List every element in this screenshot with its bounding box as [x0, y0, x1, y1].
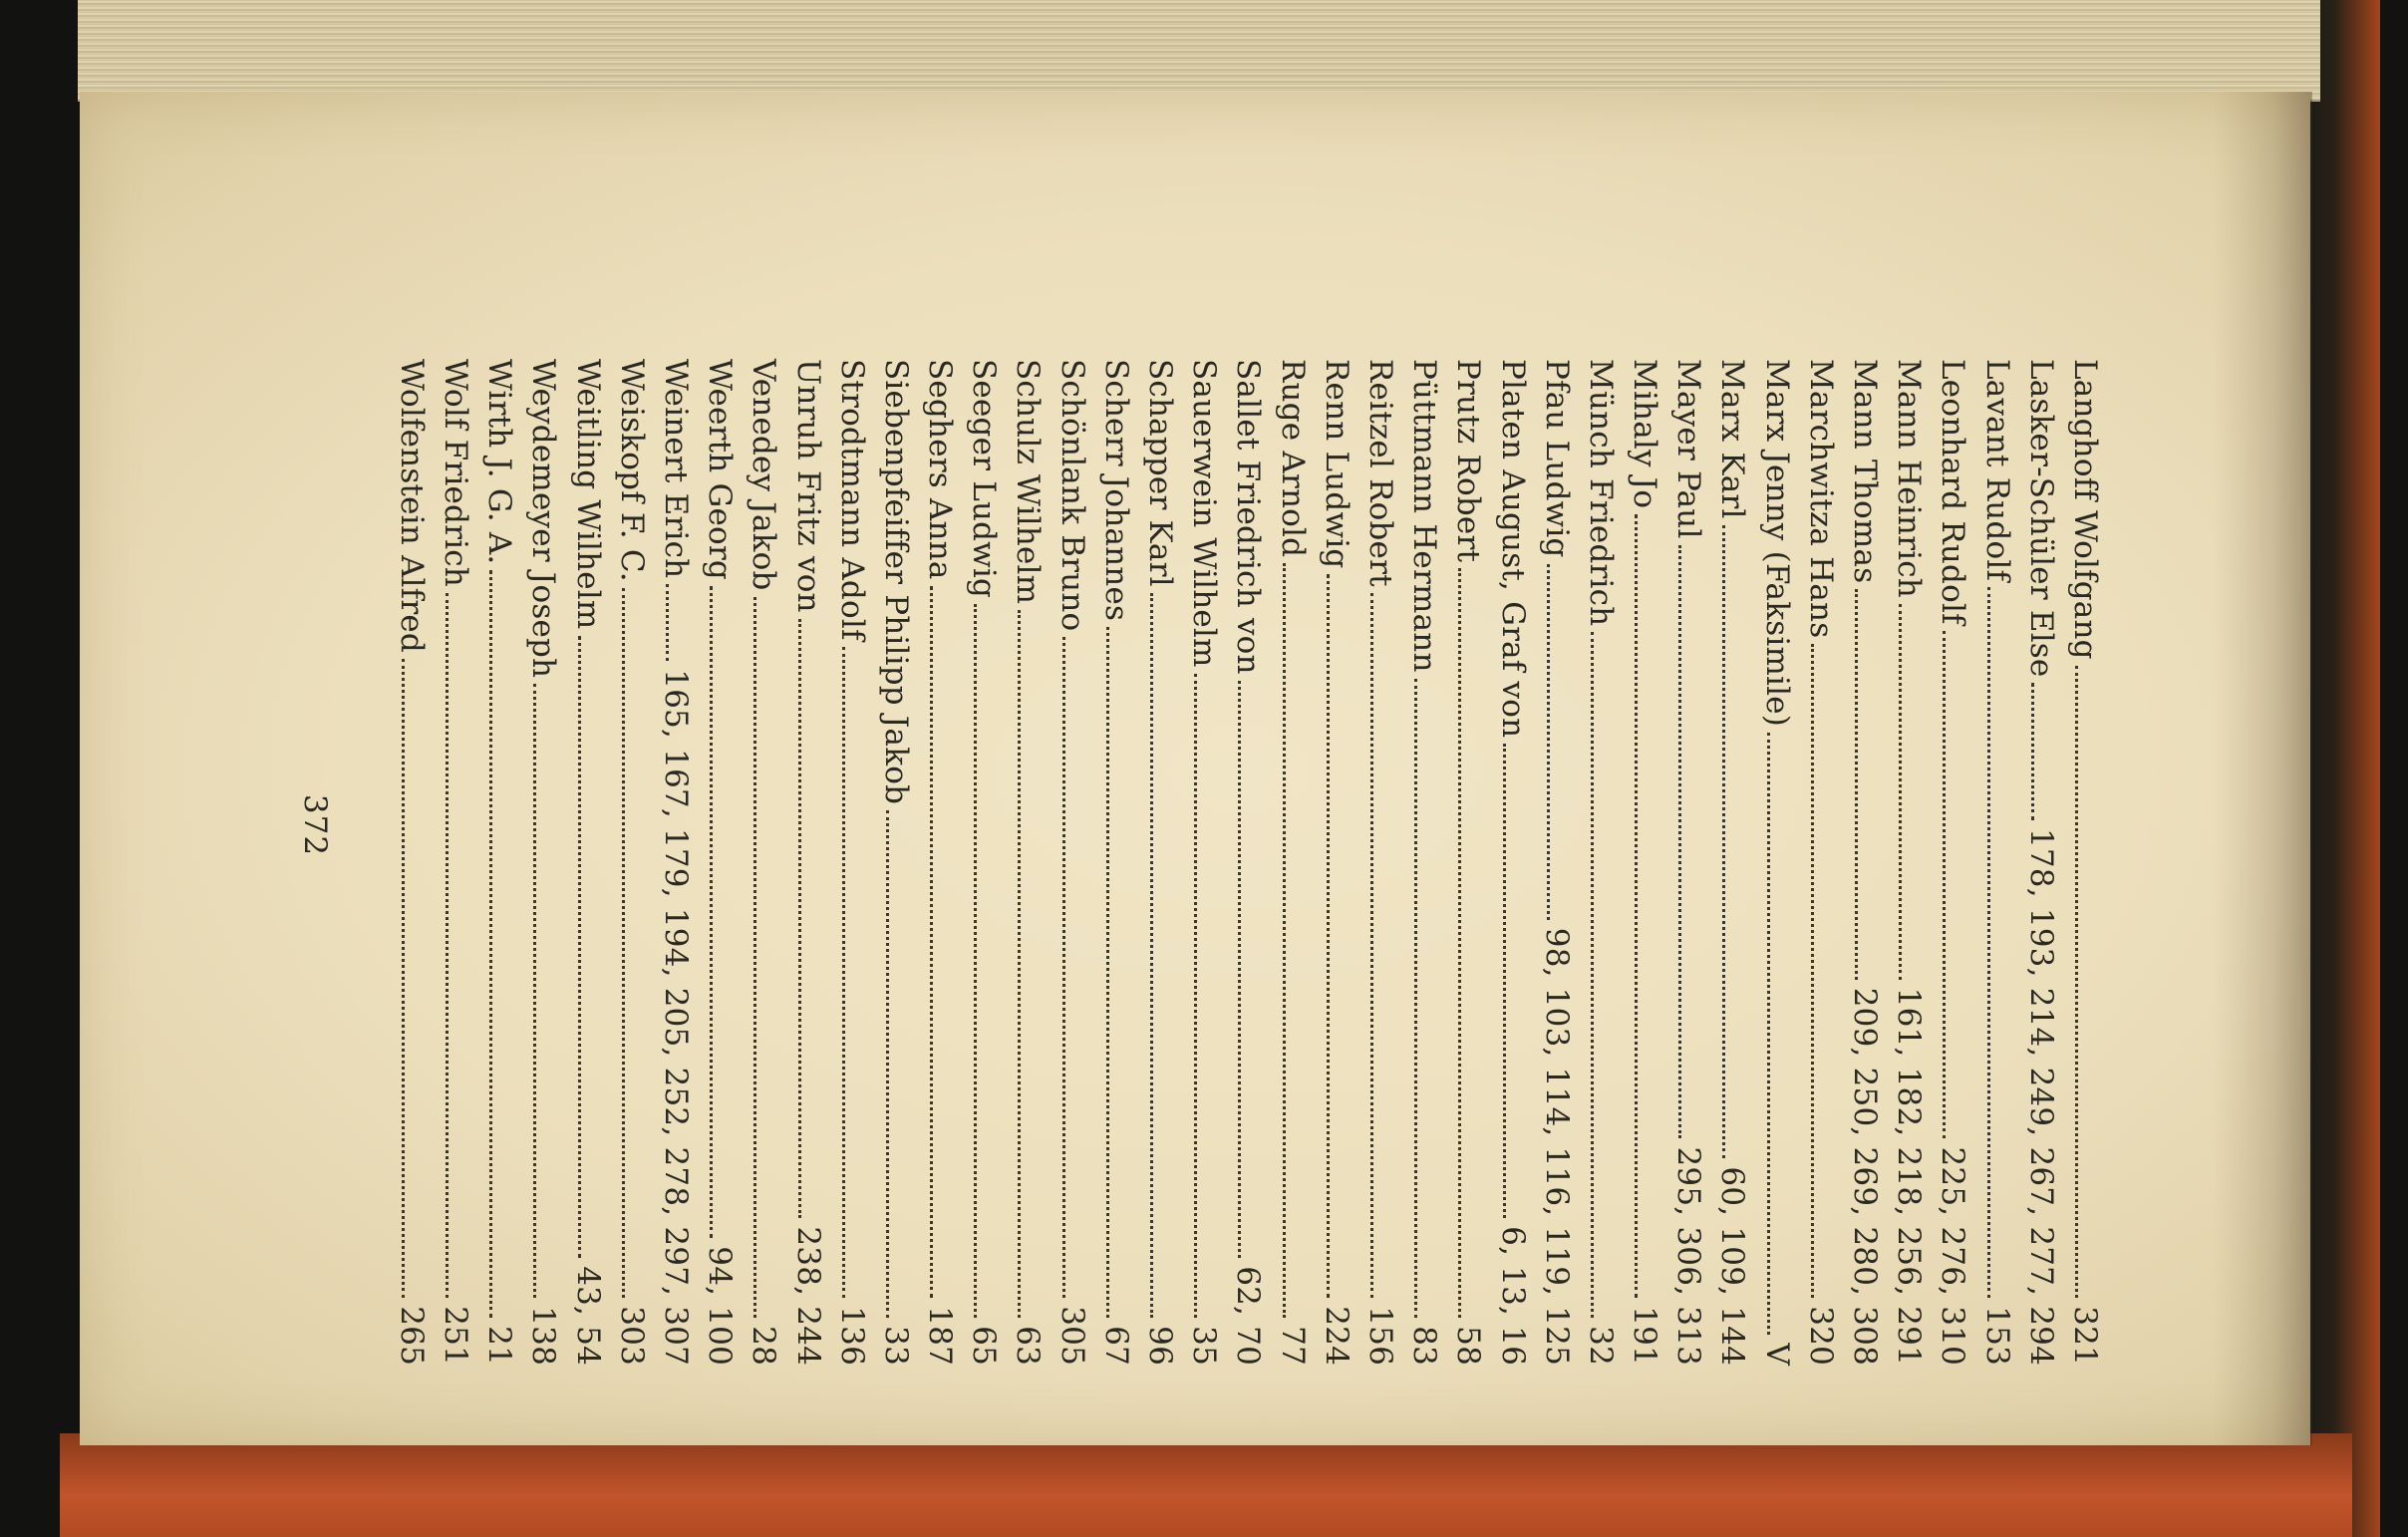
entry-pages: V — [1758, 1343, 1795, 1366]
entry-name: Schulz Wilhelm — [1010, 359, 1047, 605]
entry-pages: 58 — [1450, 1326, 1487, 1366]
index-entry — [1006, 359, 1050, 1366]
entry-name: Mihaly Jo — [1627, 359, 1663, 509]
dot-leader — [1370, 593, 1373, 1298]
entry-name: Mayer Paul — [1670, 359, 1707, 539]
book-cover-bottom — [60, 1433, 2352, 1537]
entry-name: Unruh Fritz von — [789, 359, 826, 613]
dot-leader — [2031, 683, 2034, 819]
entry-name: Schönlank Bruno — [1054, 359, 1090, 632]
dot-leader — [1019, 610, 1022, 1318]
entry-pages: 43, 54 — [569, 1266, 606, 1366]
entry-name: Mann Heinrich — [1891, 359, 1928, 598]
entry-pages: 305 — [1054, 1306, 1090, 1366]
index-entry — [874, 359, 918, 1366]
dot-leader — [1811, 644, 1814, 1298]
index-entry — [1315, 359, 1358, 1366]
entry-pages: 33 — [877, 1326, 914, 1366]
dot-leader — [1767, 733, 1770, 1335]
entry-name: Münch Friedrich — [1582, 359, 1619, 627]
entry-pages: 225, 276, 310 — [1935, 1146, 1971, 1366]
book-cover-edge — [2310, 0, 2380, 1537]
index-entry — [742, 359, 785, 1366]
entry-name: Renn Ludwig — [1318, 359, 1354, 569]
entry-pages: 94, 100 — [702, 1246, 739, 1366]
dot-leader — [1678, 545, 1681, 1139]
index-entry — [565, 359, 609, 1366]
dot-leader — [1414, 679, 1417, 1319]
index-entry — [1843, 359, 1887, 1366]
entry-pages: 96 — [1142, 1326, 1179, 1366]
dot-leader — [2075, 666, 2078, 1299]
dot-leader — [1458, 568, 1461, 1318]
dot-leader — [1062, 637, 1065, 1298]
dot-leader — [1106, 627, 1109, 1318]
dot-leader — [886, 810, 889, 1318]
entry-pages: 295, 306, 313 — [1670, 1146, 1707, 1366]
dot-leader — [402, 659, 405, 1298]
entry-name: Marx Karl — [1714, 359, 1751, 519]
dot-leader — [1591, 632, 1594, 1318]
entry-pages: 63 — [1010, 1326, 1047, 1366]
page-edges-top — [78, 0, 2320, 102]
entry-pages: 187 — [922, 1306, 959, 1366]
index-entry — [2019, 359, 2063, 1366]
entry-pages: 35 — [1186, 1326, 1223, 1366]
entry-pages: 138 — [525, 1306, 562, 1366]
index-entry — [2063, 359, 2107, 1366]
entry-name: Siebenpfeiffer Philipp Jakob — [877, 359, 914, 805]
index-entry — [785, 359, 829, 1366]
entry-name: Sallet Friedrich von — [1230, 359, 1267, 675]
entry-name: Scherr Johannes — [1097, 359, 1134, 622]
entry-pages: 165, 167, 179, 194, 205, 252, 278, 297, 307 — [658, 669, 694, 1366]
index-entry — [477, 359, 521, 1366]
dot-leader — [753, 597, 756, 1319]
entry-name: Platen August, Graf von — [1494, 359, 1531, 739]
entry-name: Weydemeyer Joseph — [525, 359, 562, 679]
index-entry — [1931, 359, 1974, 1366]
index-entry — [1666, 359, 1710, 1366]
entry-name: Lasker-Schüler Else — [2022, 359, 2059, 678]
entry-name: Venedey Jakob — [746, 359, 782, 591]
dot-leader — [1283, 563, 1286, 1318]
entry-name: Wolfenstein Alfred — [393, 359, 430, 653]
entry-pages: 320 — [1802, 1306, 1839, 1366]
entry-name: Sauerwein Wilhelm — [1186, 359, 1223, 668]
entry-name: Leonhard Rudolf — [1935, 359, 1971, 625]
entry-name: Weiskopf F. C. — [613, 359, 650, 582]
dot-leader — [1943, 631, 1946, 1139]
index-entry — [1535, 359, 1579, 1366]
index-entry — [610, 359, 654, 1366]
entry-name: Weitling Wilhelm — [569, 359, 606, 630]
index-entry — [1226, 359, 1270, 1366]
entry-pages: 62, 70 — [1230, 1266, 1267, 1366]
entry-pages: 32 — [1582, 1326, 1619, 1366]
index-entry — [1358, 359, 1402, 1366]
entry-pages: 209, 250, 269, 280, 308 — [1847, 987, 1884, 1366]
entry-name: Prutz Robert — [1450, 359, 1487, 563]
entry-name: Langhoff Wolfgang — [2067, 359, 2103, 660]
dot-leader — [930, 586, 933, 1299]
dot-leader — [1503, 744, 1506, 1218]
dot-leader — [622, 588, 625, 1298]
entry-name: Mann Thomas — [1847, 359, 1884, 584]
entry-name: Ruge Arnold — [1274, 359, 1311, 558]
index-entry — [1446, 359, 1490, 1366]
spine-shadow — [2213, 92, 2312, 1445]
entry-pages: 238, 244 — [789, 1226, 826, 1366]
index-entry — [1490, 359, 1534, 1366]
entry-pages: 161, 182, 218, 256, 291 — [1891, 987, 1928, 1366]
dot-leader — [798, 619, 801, 1219]
index-entry — [1887, 359, 1931, 1366]
entry-name: Reitzel Robert — [1362, 359, 1398, 587]
entry-name: Marx Jenny (Faksimile) — [1758, 359, 1795, 728]
index-entry — [1579, 359, 1623, 1366]
dot-leader — [1150, 593, 1153, 1318]
index-entry — [434, 359, 477, 1366]
entry-name: Schapper Karl — [1142, 359, 1179, 587]
entry-name: Marchwitza Hans — [1802, 359, 1839, 639]
dot-leader — [1238, 681, 1241, 1258]
dot-leader — [1547, 564, 1550, 920]
page-number: 372 — [297, 793, 334, 857]
dot-leader — [1987, 587, 1990, 1298]
dot-leader — [666, 584, 669, 661]
index-entry — [1182, 359, 1226, 1366]
dot-leader — [489, 570, 492, 1318]
index-list — [390, 359, 2107, 1366]
index-entry — [698, 359, 742, 1366]
entry-pages: 321 — [2067, 1306, 2103, 1366]
index-entry — [1094, 359, 1138, 1366]
entry-pages: 156 — [1362, 1306, 1398, 1366]
index-entry — [1138, 359, 1182, 1366]
index-entry — [1799, 359, 1843, 1366]
dot-leader — [1194, 674, 1197, 1319]
entry-name: Seghers Anna — [922, 359, 959, 580]
dot-leader — [710, 586, 713, 1238]
entry-pages: 178, 193, 214, 249, 267, 277, 294 — [2022, 827, 2059, 1366]
index-entry — [1270, 359, 1314, 1366]
dot-leader — [1899, 604, 1902, 980]
index-entry — [390, 359, 434, 1366]
entry-name: Püttmann Hermann — [1406, 359, 1443, 673]
index-entry — [962, 359, 1006, 1366]
entry-pages: 77 — [1274, 1326, 1311, 1366]
entry-name: Wolf Friedrich — [438, 359, 474, 587]
entry-pages: 191 — [1627, 1306, 1663, 1366]
dot-leader — [1327, 574, 1330, 1298]
entry-pages: 251 — [438, 1306, 474, 1366]
entry-pages: 60, 109, 144 — [1714, 1166, 1751, 1366]
dot-leader — [446, 593, 449, 1298]
entry-name: Seeger Ludwig — [966, 359, 1003, 599]
entry-name: Weinert Erich — [658, 359, 694, 579]
dot-leader — [974, 604, 977, 1318]
index-entry — [1402, 359, 1446, 1366]
index-entry — [521, 359, 565, 1366]
index-entry — [918, 359, 962, 1366]
dot-leader — [1635, 514, 1638, 1298]
entry-pages: 153 — [1978, 1306, 2015, 1366]
entry-pages: 67 — [1097, 1326, 1134, 1366]
index-entry — [1974, 359, 2018, 1366]
entry-name: Pfau Ludwig — [1538, 359, 1575, 558]
dot-leader — [1855, 589, 1858, 979]
entry-pages: 265 — [393, 1306, 430, 1366]
entry-pages: 21 — [481, 1326, 518, 1366]
dot-leader — [842, 647, 845, 1299]
entry-pages: 6, 13, 16 — [1494, 1226, 1531, 1366]
entry-pages: 136 — [833, 1306, 870, 1366]
entry-name: Weerth Georg — [702, 359, 739, 580]
entry-pages: 83 — [1406, 1326, 1443, 1366]
entry-pages: 28 — [746, 1326, 782, 1366]
dot-leader — [578, 636, 581, 1259]
entry-pages: 65 — [966, 1326, 1003, 1366]
entry-name: Lavant Rudolf — [1978, 359, 2015, 582]
entry-pages: 224 — [1318, 1306, 1354, 1366]
entry-name: Strodtmann Adolf — [833, 359, 870, 641]
index-entry — [1623, 359, 1666, 1366]
entry-pages: 98, 103, 114, 116, 119, 125 — [1538, 927, 1575, 1366]
index-entry — [1755, 359, 1799, 1366]
entry-pages: 303 — [613, 1306, 650, 1366]
entry-name: Wirth J. G. A. — [481, 359, 518, 565]
index-entry — [1051, 359, 1094, 1366]
index-entry — [1710, 359, 1754, 1366]
index-entry — [654, 359, 698, 1366]
dot-leader — [533, 684, 536, 1298]
dot-leader — [1723, 525, 1726, 1159]
index-entry — [830, 359, 874, 1366]
